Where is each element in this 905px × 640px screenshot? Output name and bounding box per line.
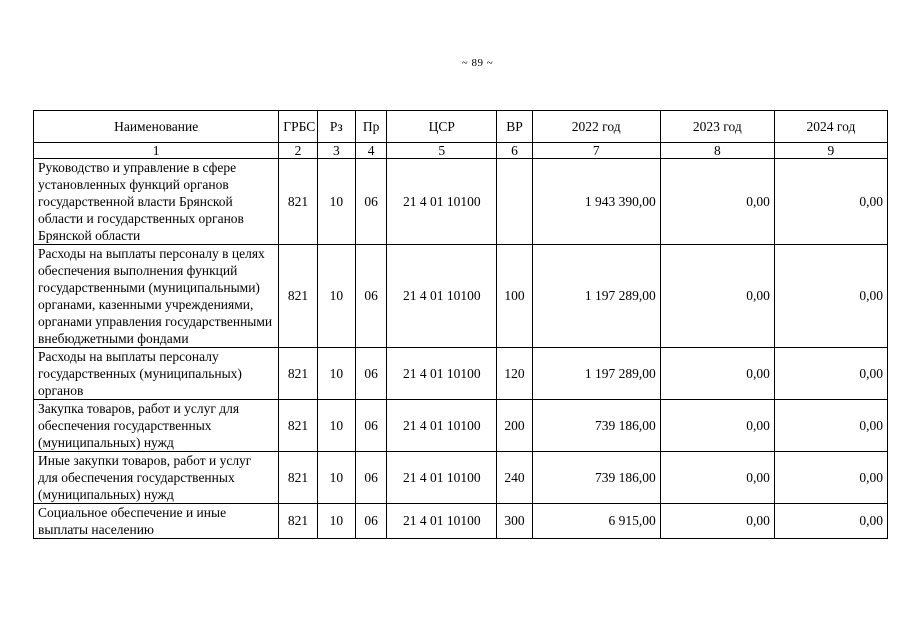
header-pr: Пр — [355, 111, 386, 143]
header-row — [34, 111, 888, 143]
row-rz: 10 — [317, 348, 355, 400]
row-rz: 10 — [317, 452, 355, 504]
row-pr: 06 — [355, 504, 386, 539]
budget-table — [33, 110, 888, 539]
row-2022: 1 943 390,00 — [532, 159, 660, 245]
row-2023: 0,00 — [660, 452, 774, 504]
header-2023: 2023 год — [660, 111, 774, 143]
column-number: 4 — [355, 143, 386, 159]
row-vr: 300 — [497, 504, 532, 539]
table-row — [34, 159, 888, 245]
row-name: Иные закупки товаров, работ и услуг для обеспечения государственных (муниципальных) нужд — [34, 452, 279, 504]
row-2023: 0,00 — [660, 400, 774, 452]
header-grbs: ГРБС — [279, 111, 317, 143]
column-number: 3 — [317, 143, 355, 159]
row-csr: 21 4 01 10100 — [387, 245, 497, 348]
row-name: Социальное обеспечение и иные выплаты населению — [34, 504, 279, 539]
row-2024: 0,00 — [774, 159, 887, 245]
column-number: 8 — [660, 143, 774, 159]
column-number-row — [34, 143, 888, 159]
row-2024: 0,00 — [774, 504, 887, 539]
row-vr — [497, 159, 532, 245]
table-row — [34, 400, 888, 452]
column-number: 7 — [532, 143, 660, 159]
row-rz: 10 — [317, 504, 355, 539]
table-row — [34, 245, 888, 348]
row-csr: 21 4 01 10100 — [387, 504, 497, 539]
row-csr: 21 4 01 10100 — [387, 400, 497, 452]
row-name: Закупка товаров, работ и услуг для обеспечения государственных (муниципальных) нужд — [34, 400, 279, 452]
row-pr: 06 — [355, 159, 386, 245]
column-number: 6 — [497, 143, 532, 159]
row-2024: 0,00 — [774, 348, 887, 400]
row-2022: 1 197 289,00 — [532, 245, 660, 348]
row-2023: 0,00 — [660, 159, 774, 245]
row-rz: 10 — [317, 245, 355, 348]
row-2022: 1 197 289,00 — [532, 348, 660, 400]
row-rz: 10 — [317, 159, 355, 245]
column-number: 2 — [279, 143, 317, 159]
row-2022: 6 915,00 — [532, 504, 660, 539]
row-2022: 739 186,00 — [532, 452, 660, 504]
row-rz: 10 — [317, 400, 355, 452]
row-name: Расходы на выплаты персоналу в целях обеспечения выполнения функций государственными (муниципальными) органами, казенными учреждениями, органами управления государственными внебюджетными фондами — [34, 245, 279, 348]
row-grbs: 821 — [279, 245, 317, 348]
header-csr: ЦСР — [387, 111, 497, 143]
page-number: ~ 89 ~ — [461, 57, 494, 69]
row-2023: 0,00 — [660, 504, 774, 539]
header-rz: Рз — [317, 111, 355, 143]
row-grbs: 821 — [279, 348, 317, 400]
header-2024: 2024 год — [774, 111, 887, 143]
table-row — [34, 504, 888, 539]
row-2024: 0,00 — [774, 245, 887, 348]
row-csr: 21 4 01 10100 — [387, 159, 497, 245]
row-grbs: 821 — [279, 159, 317, 245]
row-pr: 06 — [355, 452, 386, 504]
row-name: Руководство и управление в сфере установленных функций органов государственной власти Брянской области и государственных органов Брянской области — [34, 159, 279, 245]
row-2023: 0,00 — [660, 245, 774, 348]
row-2022: 739 186,00 — [532, 400, 660, 452]
row-vr: 240 — [497, 452, 532, 504]
row-pr: 06 — [355, 400, 386, 452]
row-csr: 21 4 01 10100 — [387, 452, 497, 504]
row-grbs: 821 — [279, 504, 317, 539]
table-row — [34, 348, 888, 400]
row-2024: 0,00 — [774, 452, 887, 504]
row-vr: 100 — [497, 245, 532, 348]
header-name: Наименование — [34, 111, 279, 143]
row-vr: 200 — [497, 400, 532, 452]
table-row — [34, 452, 888, 504]
row-grbs: 821 — [279, 452, 317, 504]
row-name: Расходы на выплаты персоналу государственных (муниципальных) органов — [34, 348, 279, 400]
header-vr: ВР — [497, 111, 532, 143]
header-2022: 2022 год — [532, 111, 660, 143]
row-2024: 0,00 — [774, 400, 887, 452]
column-number: 5 — [387, 143, 497, 159]
row-pr: 06 — [355, 245, 386, 348]
row-grbs: 821 — [279, 400, 317, 452]
row-2023: 0,00 — [660, 348, 774, 400]
column-number: 9 — [774, 143, 887, 159]
row-csr: 21 4 01 10100 — [387, 348, 497, 400]
row-pr: 06 — [355, 348, 386, 400]
row-vr: 120 — [497, 348, 532, 400]
column-number: 1 — [34, 143, 279, 159]
